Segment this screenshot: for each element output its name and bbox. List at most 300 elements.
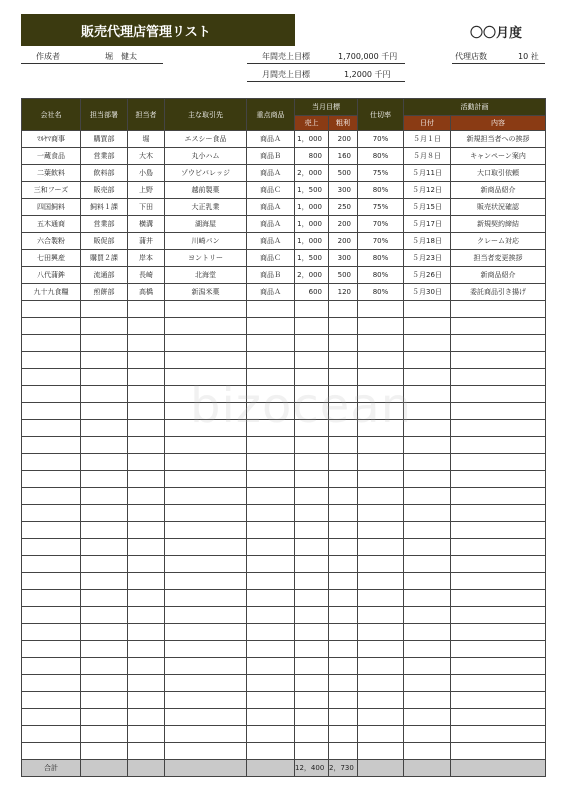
- empty-cell: [165, 624, 247, 641]
- empty-cell: [128, 454, 165, 471]
- empty-cell: [451, 386, 546, 403]
- empty-cell: [451, 403, 546, 420]
- empty-cell: [165, 607, 247, 624]
- cell-person: 横溝: [128, 216, 165, 233]
- total-empty-cell: [358, 760, 404, 777]
- table-row: [22, 233, 546, 250]
- empty-cell: [404, 692, 451, 709]
- empty-cell: [451, 573, 546, 590]
- empty-cell: [451, 505, 546, 522]
- empty-cell: [22, 641, 81, 658]
- empty-cell: [329, 454, 358, 471]
- empty-cell: [329, 692, 358, 709]
- cell-sales: 1，000: [295, 216, 329, 233]
- empty-cell: [358, 539, 404, 556]
- empty-cell: [128, 573, 165, 590]
- empty-cell: [295, 522, 329, 539]
- empty-cell: [451, 590, 546, 607]
- empty-cell: [329, 641, 358, 658]
- cell-dept: 流通部: [81, 267, 128, 284]
- empty-cell: [128, 386, 165, 403]
- monthly-target-underline: [247, 81, 405, 82]
- cell-date: ５月26日: [404, 267, 451, 284]
- empty-cell: [247, 641, 295, 658]
- empty-cell: [358, 301, 404, 318]
- empty-cell: [22, 573, 81, 590]
- empty-cell: [451, 607, 546, 624]
- cell-date: ５月15日: [404, 199, 451, 216]
- empty-row: [22, 709, 546, 726]
- cell-company: ﾏﾙﾔﾏ商事: [22, 131, 81, 148]
- total-sales: 12，400: [295, 760, 329, 777]
- cell-rate: 75%: [358, 199, 404, 216]
- empty-cell: [165, 522, 247, 539]
- table-row: [22, 182, 546, 199]
- empty-cell: [329, 726, 358, 743]
- cell-client: 湖海屋: [165, 216, 247, 233]
- cell-product: 商品Ａ: [247, 233, 295, 250]
- th-date: 日付: [404, 116, 451, 131]
- cell-date: ５月18日: [404, 233, 451, 250]
- cell-rate: 80%: [358, 182, 404, 199]
- empty-cell: [128, 539, 165, 556]
- empty-cell: [247, 607, 295, 624]
- cell-profit: 250: [329, 199, 358, 216]
- empty-cell: [128, 318, 165, 335]
- total-label: 合計: [22, 760, 81, 777]
- empty-cell: [329, 709, 358, 726]
- cell-profit: 160: [329, 148, 358, 165]
- empty-cell: [295, 658, 329, 675]
- th-month-target: 当月目標: [295, 99, 358, 116]
- empty-cell: [358, 709, 404, 726]
- empty-cell: [358, 556, 404, 573]
- empty-cell: [81, 522, 128, 539]
- cell-client: ゾウビバレッジ: [165, 165, 247, 182]
- cell-person: 長崎: [128, 267, 165, 284]
- total-empty-cell: [404, 760, 451, 777]
- empty-cell: [247, 318, 295, 335]
- empty-cell: [128, 607, 165, 624]
- empty-cell: [165, 335, 247, 352]
- empty-row: [22, 505, 546, 522]
- annual-target-underline: [247, 63, 405, 64]
- cell-sales: 1，000: [295, 199, 329, 216]
- empty-cell: [404, 556, 451, 573]
- empty-cell: [128, 624, 165, 641]
- empty-row: [22, 675, 546, 692]
- empty-cell: [22, 590, 81, 607]
- monthly-target-label: 月間売上目標: [262, 70, 310, 79]
- empty-cell: [295, 590, 329, 607]
- empty-cell: [165, 488, 247, 505]
- empty-row: [22, 454, 546, 471]
- th-activity: 活動計画: [404, 99, 546, 116]
- th-dept: 担当部署: [81, 99, 128, 131]
- empty-cell: [329, 675, 358, 692]
- empty-cell: [128, 590, 165, 607]
- empty-cell: [329, 318, 358, 335]
- empty-cell: [247, 624, 295, 641]
- cell-content: 大口取引依頼: [451, 165, 546, 182]
- cell-profit: 200: [329, 233, 358, 250]
- cell-company: 二葉飲料: [22, 165, 81, 182]
- empty-cell: [404, 658, 451, 675]
- empty-cell: [329, 352, 358, 369]
- empty-cell: [451, 352, 546, 369]
- cell-client: 北海堂: [165, 267, 247, 284]
- cell-content: 担当者変更挨拶: [451, 250, 546, 267]
- cell-date: ５月30日: [404, 284, 451, 301]
- empty-cell: [22, 386, 81, 403]
- empty-cell: [451, 437, 546, 454]
- empty-cell: [295, 556, 329, 573]
- author-name: 堀 健太: [105, 52, 137, 61]
- empty-cell: [329, 522, 358, 539]
- empty-row: [22, 318, 546, 335]
- empty-cell: [165, 556, 247, 573]
- cell-date: ５月８日: [404, 148, 451, 165]
- total-profit: 2，730: [329, 760, 358, 777]
- cell-rate: 80%: [358, 148, 404, 165]
- empty-cell: [128, 437, 165, 454]
- empty-cell: [128, 488, 165, 505]
- monthly-target-value: 1,2000 千円: [344, 70, 391, 79]
- empty-cell: [404, 505, 451, 522]
- cell-dept: 購買２課: [81, 250, 128, 267]
- th-content: 内容: [451, 116, 546, 131]
- cell-product: 商品Ａ: [247, 131, 295, 148]
- empty-cell: [358, 743, 404, 760]
- cell-client: 丸小ハム: [165, 148, 247, 165]
- empty-cell: [247, 488, 295, 505]
- empty-cell: [404, 301, 451, 318]
- empty-cell: [404, 352, 451, 369]
- empty-cell: [22, 301, 81, 318]
- empty-cell: [451, 488, 546, 505]
- empty-cell: [404, 539, 451, 556]
- empty-row: [22, 726, 546, 743]
- empty-cell: [329, 335, 358, 352]
- empty-row: [22, 624, 546, 641]
- empty-cell: [165, 471, 247, 488]
- empty-cell: [329, 505, 358, 522]
- empty-cell: [358, 454, 404, 471]
- empty-cell: [81, 675, 128, 692]
- table-row: [22, 148, 546, 165]
- cell-profit: 500: [329, 267, 358, 284]
- empty-cell: [22, 607, 81, 624]
- cell-product: 商品Ｂ: [247, 267, 295, 284]
- page-title: 販売代理店管理リスト: [21, 14, 295, 46]
- empty-cell: [128, 692, 165, 709]
- agency-count-value: 10 社: [518, 52, 539, 61]
- empty-cell: [404, 454, 451, 471]
- empty-cell: [451, 471, 546, 488]
- empty-cell: [81, 369, 128, 386]
- cell-dept: 営業部: [81, 148, 128, 165]
- watermark: bizocean: [190, 378, 413, 434]
- empty-cell: [247, 726, 295, 743]
- cell-company: 七田興産: [22, 250, 81, 267]
- month-label: 〇〇月度: [470, 26, 523, 41]
- empty-cell: [22, 658, 81, 675]
- empty-cell: [128, 352, 165, 369]
- empty-cell: [451, 318, 546, 335]
- cell-date: ５月11日: [404, 165, 451, 182]
- empty-cell: [295, 692, 329, 709]
- empty-cell: [81, 454, 128, 471]
- th-sales: 売上: [295, 116, 329, 131]
- empty-cell: [81, 301, 128, 318]
- author-underline: [21, 63, 163, 64]
- empty-cell: [451, 301, 546, 318]
- empty-cell: [295, 726, 329, 743]
- total-row: [22, 760, 546, 777]
- empty-cell: [165, 675, 247, 692]
- cell-company: 八代蒲鉾: [22, 267, 81, 284]
- empty-cell: [81, 420, 128, 437]
- empty-cell: [358, 352, 404, 369]
- empty-cell: [128, 556, 165, 573]
- empty-cell: [128, 335, 165, 352]
- empty-cell: [247, 573, 295, 590]
- empty-cell: [247, 471, 295, 488]
- empty-cell: [247, 556, 295, 573]
- total-empty-cell: [247, 760, 295, 777]
- th-product: 重点商品: [247, 99, 295, 131]
- empty-cell: [295, 301, 329, 318]
- empty-cell: [22, 692, 81, 709]
- empty-cell: [128, 505, 165, 522]
- empty-cell: [81, 692, 128, 709]
- empty-cell: [247, 301, 295, 318]
- cell-profit: 120: [329, 284, 358, 301]
- table-row: [22, 250, 546, 267]
- empty-cell: [329, 607, 358, 624]
- empty-cell: [81, 437, 128, 454]
- empty-cell: [165, 709, 247, 726]
- empty-cell: [128, 403, 165, 420]
- empty-cell: [247, 522, 295, 539]
- cell-rate: 80%: [358, 250, 404, 267]
- empty-cell: [451, 420, 546, 437]
- empty-cell: [247, 590, 295, 607]
- empty-cell: [247, 352, 295, 369]
- empty-cell: [247, 658, 295, 675]
- empty-cell: [128, 743, 165, 760]
- empty-cell: [81, 335, 128, 352]
- cell-dept: 販売部: [81, 182, 128, 199]
- empty-cell: [358, 590, 404, 607]
- cell-content: 販売状況確認: [451, 199, 546, 216]
- empty-cell: [451, 335, 546, 352]
- empty-cell: [329, 556, 358, 573]
- empty-cell: [404, 335, 451, 352]
- empty-cell: [295, 318, 329, 335]
- total-empty-cell: [81, 760, 128, 777]
- empty-cell: [22, 556, 81, 573]
- empty-cell: [451, 556, 546, 573]
- empty-cell: [358, 726, 404, 743]
- empty-cell: [295, 624, 329, 641]
- cell-person: 大木: [128, 148, 165, 165]
- empty-cell: [128, 420, 165, 437]
- empty-cell: [22, 709, 81, 726]
- empty-cell: [295, 335, 329, 352]
- cell-profit: 300: [329, 182, 358, 199]
- empty-row: [22, 658, 546, 675]
- author-name-wrap: [105, 51, 137, 62]
- empty-row: [22, 437, 546, 454]
- empty-cell: [404, 471, 451, 488]
- empty-cell: [451, 675, 546, 692]
- empty-row: [22, 573, 546, 590]
- empty-cell: [451, 641, 546, 658]
- empty-cell: [165, 573, 247, 590]
- empty-cell: [22, 539, 81, 556]
- empty-cell: [247, 692, 295, 709]
- empty-cell: [247, 505, 295, 522]
- empty-cell: [81, 488, 128, 505]
- empty-cell: [247, 675, 295, 692]
- cell-product: 商品Ｃ: [247, 250, 295, 267]
- cell-rate: 80%: [358, 267, 404, 284]
- empty-cell: [295, 437, 329, 454]
- empty-cell: [81, 556, 128, 573]
- empty-cell: [358, 318, 404, 335]
- cell-content: 新規担当者への挨拶: [451, 131, 546, 148]
- empty-cell: [358, 335, 404, 352]
- empty-cell: [404, 318, 451, 335]
- empty-cell: [128, 522, 165, 539]
- table-row: [22, 199, 546, 216]
- empty-cell: [81, 386, 128, 403]
- empty-cell: [358, 658, 404, 675]
- empty-cell: [22, 318, 81, 335]
- table-row: [22, 267, 546, 284]
- empty-cell: [404, 573, 451, 590]
- cell-rate: 75%: [358, 165, 404, 182]
- empty-cell: [22, 335, 81, 352]
- empty-cell: [404, 743, 451, 760]
- empty-cell: [81, 403, 128, 420]
- empty-cell: [295, 505, 329, 522]
- empty-cell: [329, 624, 358, 641]
- cell-person: 高橋: [128, 284, 165, 301]
- empty-cell: [81, 471, 128, 488]
- empty-cell: [329, 743, 358, 760]
- annual-target-value: 1,700,000 千円: [338, 52, 398, 61]
- empty-cell: [404, 590, 451, 607]
- empty-cell: [128, 641, 165, 658]
- empty-cell: [295, 743, 329, 760]
- empty-cell: [451, 743, 546, 760]
- cell-content: 新商品紹介: [451, 182, 546, 199]
- empty-cell: [81, 590, 128, 607]
- empty-cell: [22, 522, 81, 539]
- empty-cell: [358, 471, 404, 488]
- empty-cell: [165, 743, 247, 760]
- table-row: [22, 216, 546, 233]
- empty-cell: [165, 505, 247, 522]
- empty-cell: [22, 369, 81, 386]
- th-client: 主な取引先: [165, 99, 247, 131]
- empty-row: [22, 743, 546, 760]
- empty-cell: [451, 522, 546, 539]
- empty-cell: [329, 573, 358, 590]
- cell-product: 商品Ｂ: [247, 148, 295, 165]
- empty-cell: [451, 539, 546, 556]
- cell-dept: 飲料部: [81, 165, 128, 182]
- empty-cell: [451, 709, 546, 726]
- empty-cell: [165, 658, 247, 675]
- cell-date: ５月12日: [404, 182, 451, 199]
- empty-cell: [247, 709, 295, 726]
- empty-row: [22, 692, 546, 709]
- empty-cell: [165, 352, 247, 369]
- empty-cell: [358, 675, 404, 692]
- cell-company: 四国飼料: [22, 199, 81, 216]
- empty-cell: [295, 454, 329, 471]
- empty-cell: [295, 471, 329, 488]
- empty-cell: [358, 624, 404, 641]
- empty-cell: [404, 726, 451, 743]
- cell-client: 川崎パン: [165, 233, 247, 250]
- empty-cell: [329, 301, 358, 318]
- empty-row: [22, 488, 546, 505]
- cell-person: 堀: [128, 131, 165, 148]
- cell-sales: 1，500: [295, 182, 329, 199]
- cell-rate: 80%: [358, 284, 404, 301]
- empty-cell: [358, 488, 404, 505]
- empty-cell: [165, 726, 247, 743]
- cell-product: 商品Ａ: [247, 284, 295, 301]
- empty-cell: [22, 403, 81, 420]
- agency-count-underline: [452, 63, 545, 64]
- empty-cell: [128, 709, 165, 726]
- empty-cell: [165, 454, 247, 471]
- cell-company: 六合製粉: [22, 233, 81, 250]
- empty-cell: [81, 573, 128, 590]
- empty-cell: [165, 539, 247, 556]
- empty-cell: [22, 726, 81, 743]
- empty-cell: [295, 488, 329, 505]
- empty-cell: [404, 488, 451, 505]
- empty-cell: [451, 624, 546, 641]
- th-profit: 粗利: [329, 116, 358, 131]
- cell-profit: 200: [329, 216, 358, 233]
- empty-cell: [404, 641, 451, 658]
- empty-cell: [451, 369, 546, 386]
- empty-cell: [295, 675, 329, 692]
- cell-person: 岸本: [128, 250, 165, 267]
- cell-date: ５月17日: [404, 216, 451, 233]
- empty-cell: [247, 539, 295, 556]
- cell-person: 小島: [128, 165, 165, 182]
- empty-cell: [247, 454, 295, 471]
- empty-cell: [81, 726, 128, 743]
- empty-row: [22, 352, 546, 369]
- empty-cell: [295, 607, 329, 624]
- empty-row: [22, 301, 546, 318]
- empty-cell: [81, 709, 128, 726]
- empty-cell: [22, 488, 81, 505]
- empty-cell: [329, 488, 358, 505]
- cell-sales: 1，500: [295, 250, 329, 267]
- empty-cell: [358, 522, 404, 539]
- empty-cell: [329, 471, 358, 488]
